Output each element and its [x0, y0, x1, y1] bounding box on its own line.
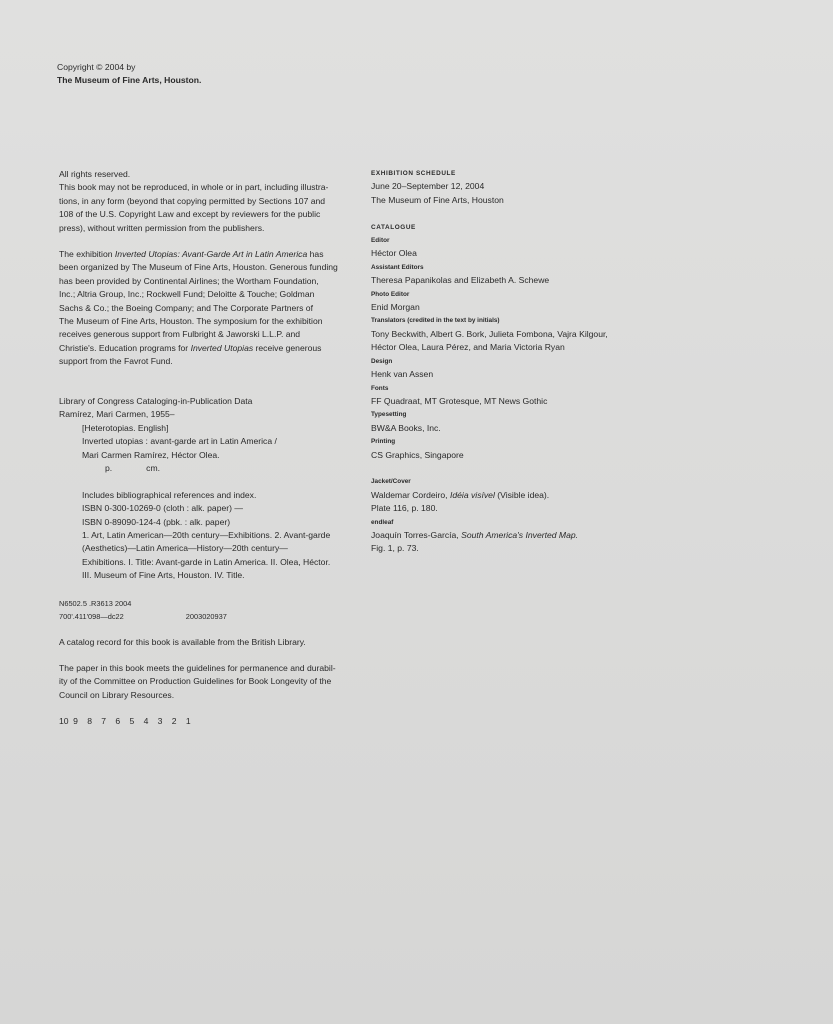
endleaf-credit: Joaquín Torres-García, South America's Inverted Map. [371, 529, 579, 540]
copyright-line: Copyright © 2004 by [57, 62, 136, 72]
rights-line: This book may not be reproduced, in whole or in part, including illustra- [59, 182, 329, 193]
cip-line: Mari Carmen Ramírez, Héctor Olea. [82, 449, 220, 460]
schedule-heading: EXHIBITION SCHEDULE [371, 170, 456, 177]
exhibition-line: has been provided by Continental Airlines; the Wortham Foundation, [59, 275, 319, 286]
exhibition-line: Christie's. Education programs for Inverted Utopias receive generous [59, 342, 322, 353]
cip-author: Ramírez, Mari Carmen, 1955– [59, 409, 175, 420]
exhibition-line: Sachs & Co.; the Boeing Company; and The Corporate Partners of [59, 302, 313, 313]
cip-note: ISBN 0-300-10269-0 (cloth : alk. paper) — [82, 503, 243, 514]
jacket-plate: Plate 116, p. 180. [371, 503, 438, 514]
copyright-holder: The Museum of Fine Arts, Houston. [57, 75, 202, 86]
exhibition-paragraph [59, 248, 338, 369]
exhibition-line: Inc.; Altria Group, Inc.; Rockwell Fund; Deloitte & Touche; Goldman [59, 289, 315, 300]
cip-note: Exhibitions. I. Title: Avant-garde in Latin America. II. Olea, Héctor. [82, 556, 331, 567]
cip-spacer [59, 475, 330, 488]
cip-note: 1. Art, Latin American—20th century—Exhibitions. 2. Avant-garde [82, 530, 331, 541]
rights-line: tions, in any form (beyond that copying permitted by Sections 107 and [59, 195, 326, 206]
editor-label: Editor [371, 237, 390, 245]
cip-block [59, 395, 330, 583]
designer: Henk van Assen [371, 369, 434, 380]
photo-editor: Enid Morgan [371, 302, 420, 313]
printing-line: 10 9 8 7 6 5 4 3 2 1 [59, 716, 191, 726]
copyright-block [57, 61, 201, 88]
fonts-label: Fonts [371, 384, 389, 392]
jacket-credit: Waldemar Cordeiro, Idéia visível (Visible idea). [371, 489, 550, 500]
rights-line: press), without written permission from the publishers. [59, 222, 265, 233]
call-number: N6502.5 .R3613 2004 [59, 599, 132, 608]
paper-note: The paper in this book meets the guidelines for permanence and durabil- ity of the Committee on Production Guidelines for Book Longevity of the Council on Library Resources. [59, 663, 336, 700]
schedule-venue: The Museum of Fine Arts, Houston [371, 194, 504, 205]
exhibition-line: support from the Favrot Fund. [59, 356, 173, 367]
rights-block [59, 168, 328, 235]
cip-note: Includes bibliographical references and index. [82, 489, 257, 500]
assistant-editors: Theresa Papanikolas and Elizabeth A. Schewe [371, 275, 550, 286]
cip-note: ISBN 0-89090-124-4 (pbk. : alk. paper) [82, 516, 231, 527]
rights-line: All rights reserved. [59, 169, 131, 179]
schedule-dates: June 20–September 12, 2004 [371, 181, 485, 192]
british-library-note: A catalog record for this book is available from the British Library. [59, 637, 306, 647]
endleaf-fig: Fig. 1, p. 73. [371, 543, 419, 554]
endleaf-label: endleaf [371, 518, 394, 526]
cip-pages: p. cm. [105, 463, 161, 474]
design-label: Design [371, 357, 393, 365]
lccn: 2003020937 [185, 612, 227, 622]
cip-note: III. Museum of Fine Arts, Houston. IV. Title. [82, 570, 245, 581]
cip-note: (Aesthetics)—Latin America—History—20th century— [82, 543, 288, 554]
photo-editor-label: Photo Editor [371, 290, 410, 298]
cip-title: Library of Congress Cataloging-in-Publication Data [59, 396, 253, 406]
call-number-block [59, 597, 227, 624]
credits-column [371, 167, 608, 556]
editor-name: Héctor Olea [371, 248, 417, 259]
printer: CS Graphics, Singapore [371, 449, 464, 460]
translators: Tony Beckwith, Albert G. Bork, Julieta Fombona, Vajra Kilgour, [371, 328, 608, 339]
exhibition-line: The exhibition Inverted Utopias: Avant-Garde Art in Latin America has [59, 249, 324, 259]
exhibition-line: The Museum of Fine Arts, Houston. The symposium for the exhibition [59, 316, 323, 327]
translators: Héctor Olea, Laura Pérez, and Maria Victoria Ryan [371, 342, 565, 353]
rights-line: 108 of the U.S. Copyright Law and except by reviewers for the public [59, 209, 321, 220]
exhibition-line: been organized by The Museum of Fine Arts, Houston. Generous funding [59, 262, 338, 273]
fonts: FF Quadraat, MT Grotesque, MT News Gothic [371, 395, 548, 406]
typesetting-label: Typesetting [371, 411, 407, 419]
catalogue-heading: CATALOGUE [371, 223, 416, 231]
printing-label: Printing [371, 438, 396, 446]
cip-line: Inverted utopias : avant-garde art in Latin America / [82, 436, 277, 447]
jacket-label: Jacket/Cover [371, 478, 411, 486]
dewey-number: 700'.411'098—dc22 2003020937 [59, 612, 227, 622]
translators-label: Translators (credited in the text by initials) [371, 317, 500, 325]
assistant-editors-label: Assistant Editors [371, 263, 424, 271]
exhibition-line: receives generous support from Fulbright & Jaworski L.L.P. and [59, 329, 301, 340]
cip-line: [Heterotopias. English] [82, 422, 169, 433]
typesetting: BW&A Books, Inc. [371, 422, 441, 433]
